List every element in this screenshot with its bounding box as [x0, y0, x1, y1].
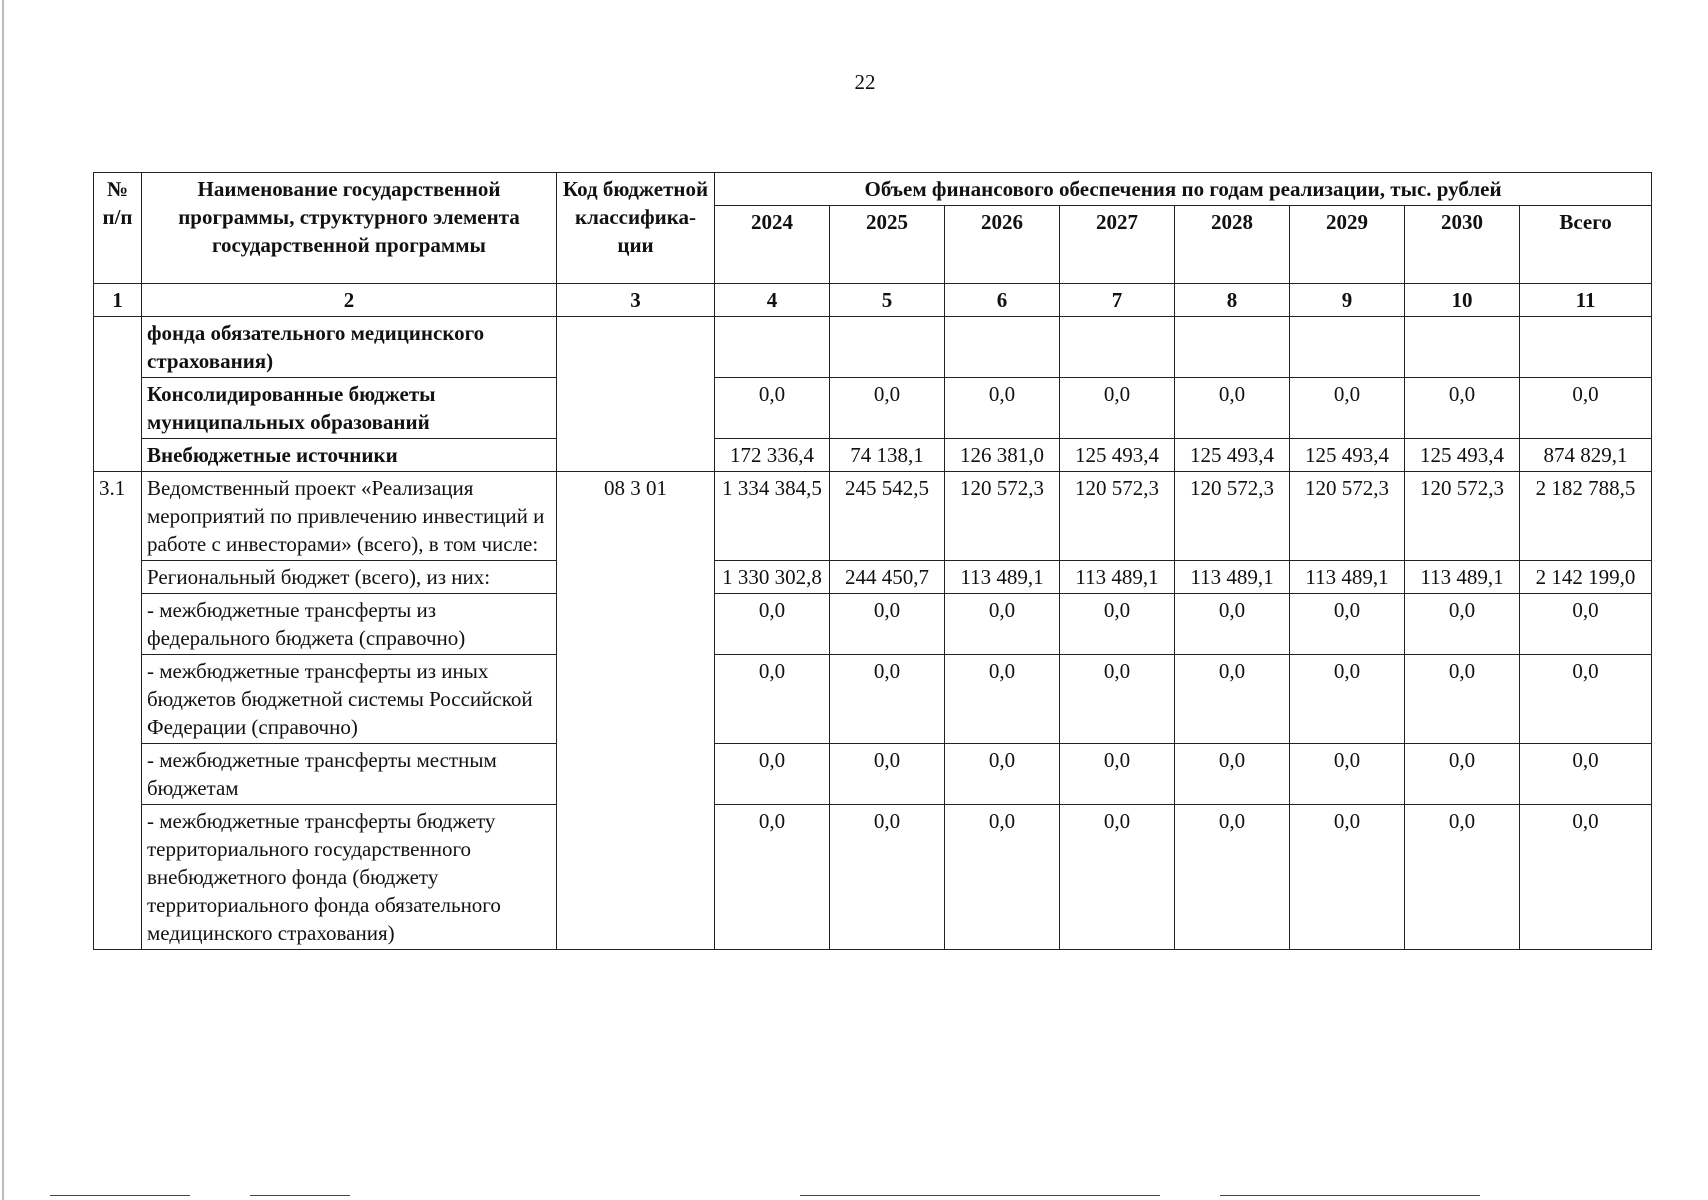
row-name: - межбюджетные трансферты бюджету территориального государственного внебюджетного фонда (бюджету территориального фонда обязательного медицинского страхования)	[142, 805, 557, 950]
row-value: 0,0	[945, 594, 1060, 655]
header-name: Наименование государственной программы, структурного элемента государственной программы	[142, 173, 557, 284]
row-value: 120 572,3	[1060, 472, 1175, 561]
header-total: Всего	[1520, 206, 1652, 284]
row-value: 0,0	[830, 594, 945, 655]
column-number: 10	[1405, 284, 1520, 317]
column-numbers-row	[94, 284, 1652, 317]
row-value: 126 381,0	[945, 439, 1060, 472]
page-number: 22	[854, 70, 876, 94]
row-value	[830, 317, 945, 378]
row-value: 74 138,1	[830, 439, 945, 472]
row-value	[1290, 317, 1405, 378]
row-value: 0,0	[1175, 378, 1290, 439]
row-value: 0,0	[1060, 655, 1175, 744]
row-value: 0,0	[1290, 744, 1405, 805]
row-value: 0,0	[830, 378, 945, 439]
row-value: 0,0	[1175, 594, 1290, 655]
row-value: 0,0	[1060, 594, 1175, 655]
row-value: 874 829,1	[1520, 439, 1652, 472]
row-value: 0,0	[1175, 805, 1290, 950]
row-name: - межбюджетные трансферты местным бюджетам	[142, 744, 557, 805]
row-value: 1 330 302,8	[715, 561, 830, 594]
column-number: 11	[1520, 284, 1652, 317]
row-value: 125 493,4	[1175, 439, 1290, 472]
row-value: 0,0	[1520, 655, 1652, 744]
row-value: 245 542,5	[830, 472, 945, 561]
row-value: 125 493,4	[1405, 439, 1520, 472]
row-index: 3.1	[94, 472, 142, 950]
scan-edge	[2, 0, 4, 1200]
column-number: 8	[1175, 284, 1290, 317]
column-number: 3	[557, 284, 715, 317]
row-value: 0,0	[1520, 744, 1652, 805]
row-value: 113 489,1	[1405, 561, 1520, 594]
table-row	[94, 317, 1652, 378]
financing-table	[93, 172, 1652, 950]
row-value: 172 336,4	[715, 439, 830, 472]
row-name: Консолидированные бюджеты муниципальных образований	[142, 378, 557, 439]
row-value: 125 493,4	[1060, 439, 1175, 472]
row-value: 120 572,3	[1290, 472, 1405, 561]
row-value: 0,0	[1520, 594, 1652, 655]
row-value	[1175, 317, 1290, 378]
row-value: 0,0	[1290, 655, 1405, 744]
row-value: 1 334 384,5	[715, 472, 830, 561]
scan-artifact-line	[50, 1195, 190, 1197]
row-value	[1520, 317, 1652, 378]
row-value: 0,0	[1520, 805, 1652, 950]
row-value: 120 572,3	[1175, 472, 1290, 561]
row-code	[557, 317, 715, 472]
column-number: 2	[142, 284, 557, 317]
row-value: 113 489,1	[1290, 561, 1405, 594]
row-value: 0,0	[1520, 378, 1652, 439]
header-no: № п/п	[94, 173, 142, 284]
header-code: Код бюджетной классифика-ции	[557, 173, 715, 284]
row-name: фонда обязательного медицинского страхования)	[142, 317, 557, 378]
header-volume: Объем финансового обеспечения по годам реализации, тыс. рублей	[715, 173, 1652, 206]
header-year: 2025	[830, 206, 945, 284]
column-number: 4	[715, 284, 830, 317]
header-year: 2026	[945, 206, 1060, 284]
row-value: 0,0	[1175, 744, 1290, 805]
row-index	[94, 317, 142, 472]
row-value: 0,0	[1060, 744, 1175, 805]
row-value: 0,0	[1175, 655, 1290, 744]
row-name: - межбюджетные трансферты из федерального бюджета (справочно)	[142, 594, 557, 655]
row-value: 0,0	[715, 744, 830, 805]
row-value: 0,0	[945, 805, 1060, 950]
column-number: 6	[945, 284, 1060, 317]
row-value: 0,0	[1290, 378, 1405, 439]
column-number: 7	[1060, 284, 1175, 317]
row-value: 0,0	[715, 655, 830, 744]
row-name: - межбюджетные трансферты из иных бюджетов бюджетной системы Российской Федерации (справочно)	[142, 655, 557, 744]
table-row	[94, 378, 1652, 439]
column-number: 9	[1290, 284, 1405, 317]
row-value: 120 572,3	[1405, 472, 1520, 561]
row-value: 125 493,4	[1290, 439, 1405, 472]
row-value: 0,0	[830, 655, 945, 744]
row-value: 113 489,1	[1060, 561, 1175, 594]
row-value: 113 489,1	[1175, 561, 1290, 594]
header-year: 2029	[1290, 206, 1405, 284]
column-number: 5	[830, 284, 945, 317]
row-value: 0,0	[715, 594, 830, 655]
row-name: Ведомственный проект «Реализация мероприятий по привлечению инвестиций и работе с инвесторами» (всего), в том числе:	[142, 472, 557, 561]
row-value: 0,0	[945, 378, 1060, 439]
header-year: 2027	[1060, 206, 1175, 284]
row-value	[715, 317, 830, 378]
row-code: 08 3 01	[557, 472, 715, 950]
row-value: 2 182 788,5	[1520, 472, 1652, 561]
row-value: 0,0	[945, 655, 1060, 744]
row-value	[1405, 317, 1520, 378]
header-year: 2024	[715, 206, 830, 284]
row-value: 0,0	[1405, 378, 1520, 439]
row-value: 120 572,3	[945, 472, 1060, 561]
scan-artifact-line	[250, 1195, 350, 1197]
row-name: Внебюджетные источники	[142, 439, 557, 472]
row-value: 0,0	[1290, 594, 1405, 655]
row-value: 0,0	[1405, 655, 1520, 744]
row-value: 2 142 199,0	[1520, 561, 1652, 594]
table-row	[94, 805, 1652, 950]
row-value	[1060, 317, 1175, 378]
row-value: 0,0	[715, 378, 830, 439]
row-value: 0,0	[1060, 805, 1175, 950]
scan-artifact-line	[1220, 1195, 1480, 1197]
row-value: 113 489,1	[945, 561, 1060, 594]
row-value: 0,0	[830, 744, 945, 805]
row-value: 244 450,7	[830, 561, 945, 594]
row-value: 0,0	[715, 805, 830, 950]
header-row	[94, 173, 1652, 206]
row-value	[945, 317, 1060, 378]
row-name: Региональный бюджет (всего), из них:	[142, 561, 557, 594]
table-row	[94, 439, 1652, 472]
table-row	[94, 561, 1652, 594]
column-number: 1	[94, 284, 142, 317]
table-body	[94, 317, 1652, 950]
row-value: 0,0	[1405, 594, 1520, 655]
table-row	[94, 472, 1652, 561]
row-value: 0,0	[1060, 378, 1175, 439]
table-row	[94, 594, 1652, 655]
scan-artifact-line	[800, 1195, 1160, 1197]
row-value: 0,0	[1405, 744, 1520, 805]
header-year: 2030	[1405, 206, 1520, 284]
header-year: 2028	[1175, 206, 1290, 284]
row-value: 0,0	[1405, 805, 1520, 950]
row-value: 0,0	[1290, 805, 1405, 950]
table-row	[94, 655, 1652, 744]
row-value: 0,0	[830, 805, 945, 950]
row-value: 0,0	[945, 744, 1060, 805]
table-row	[94, 744, 1652, 805]
